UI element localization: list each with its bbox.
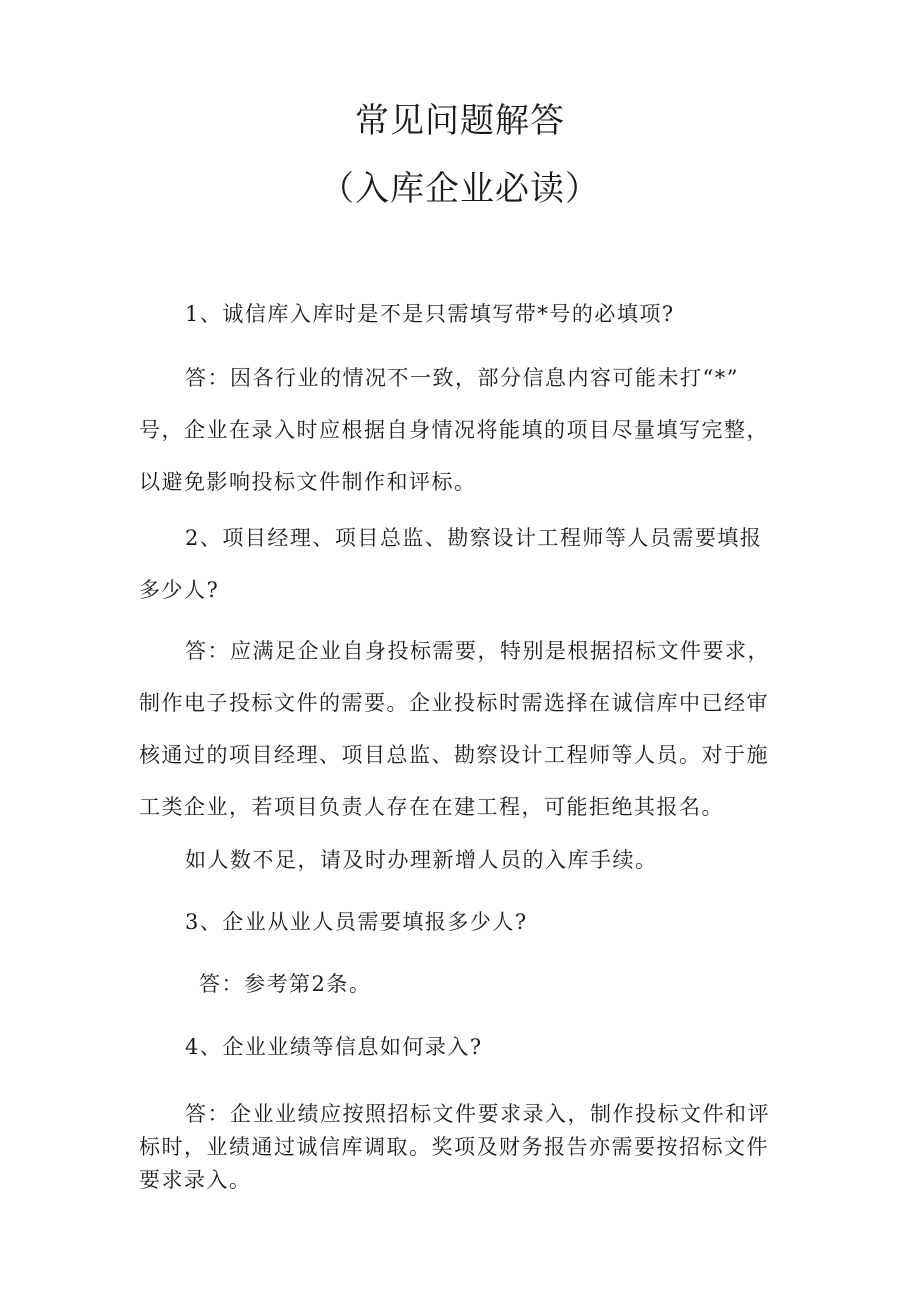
answer-line: 工类企业，若项目负责人存在在建工程，可能拒绝其报名。 — [139, 795, 724, 819]
answer-line: 答：因各行业的情况不一致，部分信息内容可能未打“*” — [185, 366, 739, 390]
question-text: 1、诚信库入库时是不是只需填写带*号的必填项? — [185, 302, 675, 326]
answer-3 — [139, 974, 789, 1026]
question-3 — [139, 912, 789, 964]
question-4 — [139, 1037, 789, 1089]
question-text: 多少人? — [139, 578, 220, 602]
answer-4 — [139, 1104, 789, 1203]
answer-line: 号，企业在录入时应根据自身情况将能填的项目尽量填写完整， — [139, 418, 769, 442]
answer-line: 核通过的项目经理、项目总监、勘察设计工程师等人员。对于施 — [139, 743, 769, 767]
note-text: 如人数不足，请及时办理新增人员的入库手续。 — [185, 848, 658, 872]
page-title: 常见问题解答 — [355, 101, 565, 141]
page-subtitle: （入库企业必读） — [320, 169, 600, 209]
question-text: 2、项目经理、项目总监、勘察设计工程师等人员需要填报 — [185, 526, 763, 550]
answer-line: 答：参考第2条。 — [199, 972, 372, 996]
answer-line: 答：企业业绩应按照招标文件要求录入，制作投标文件和评 — [185, 1102, 770, 1126]
answer-line: 制作电子投标文件的需要。企业投标时需选择在诚信库中已经审 — [139, 691, 769, 715]
question-text: 4、企业业绩等信息如何录入? — [185, 1035, 483, 1059]
answer-line: 答：应满足企业自身投标需要，特别是根据招标文件要求， — [185, 639, 770, 663]
answer-2 — [139, 641, 789, 849]
question-2 — [139, 528, 789, 632]
question-text: 3、企业从业人员需要填报多少人? — [185, 910, 528, 934]
answer-line: 标时，业绩通过诚信库调取。奖项及财务报告亦需要按招标文件 — [139, 1135, 769, 1159]
answer-line: 要求录入。 — [139, 1168, 252, 1192]
question-1 — [139, 304, 789, 356]
answer-line: 以避免影响投标文件制作和评标。 — [139, 470, 477, 494]
note-2 — [139, 850, 789, 902]
answer-1 — [139, 368, 789, 524]
